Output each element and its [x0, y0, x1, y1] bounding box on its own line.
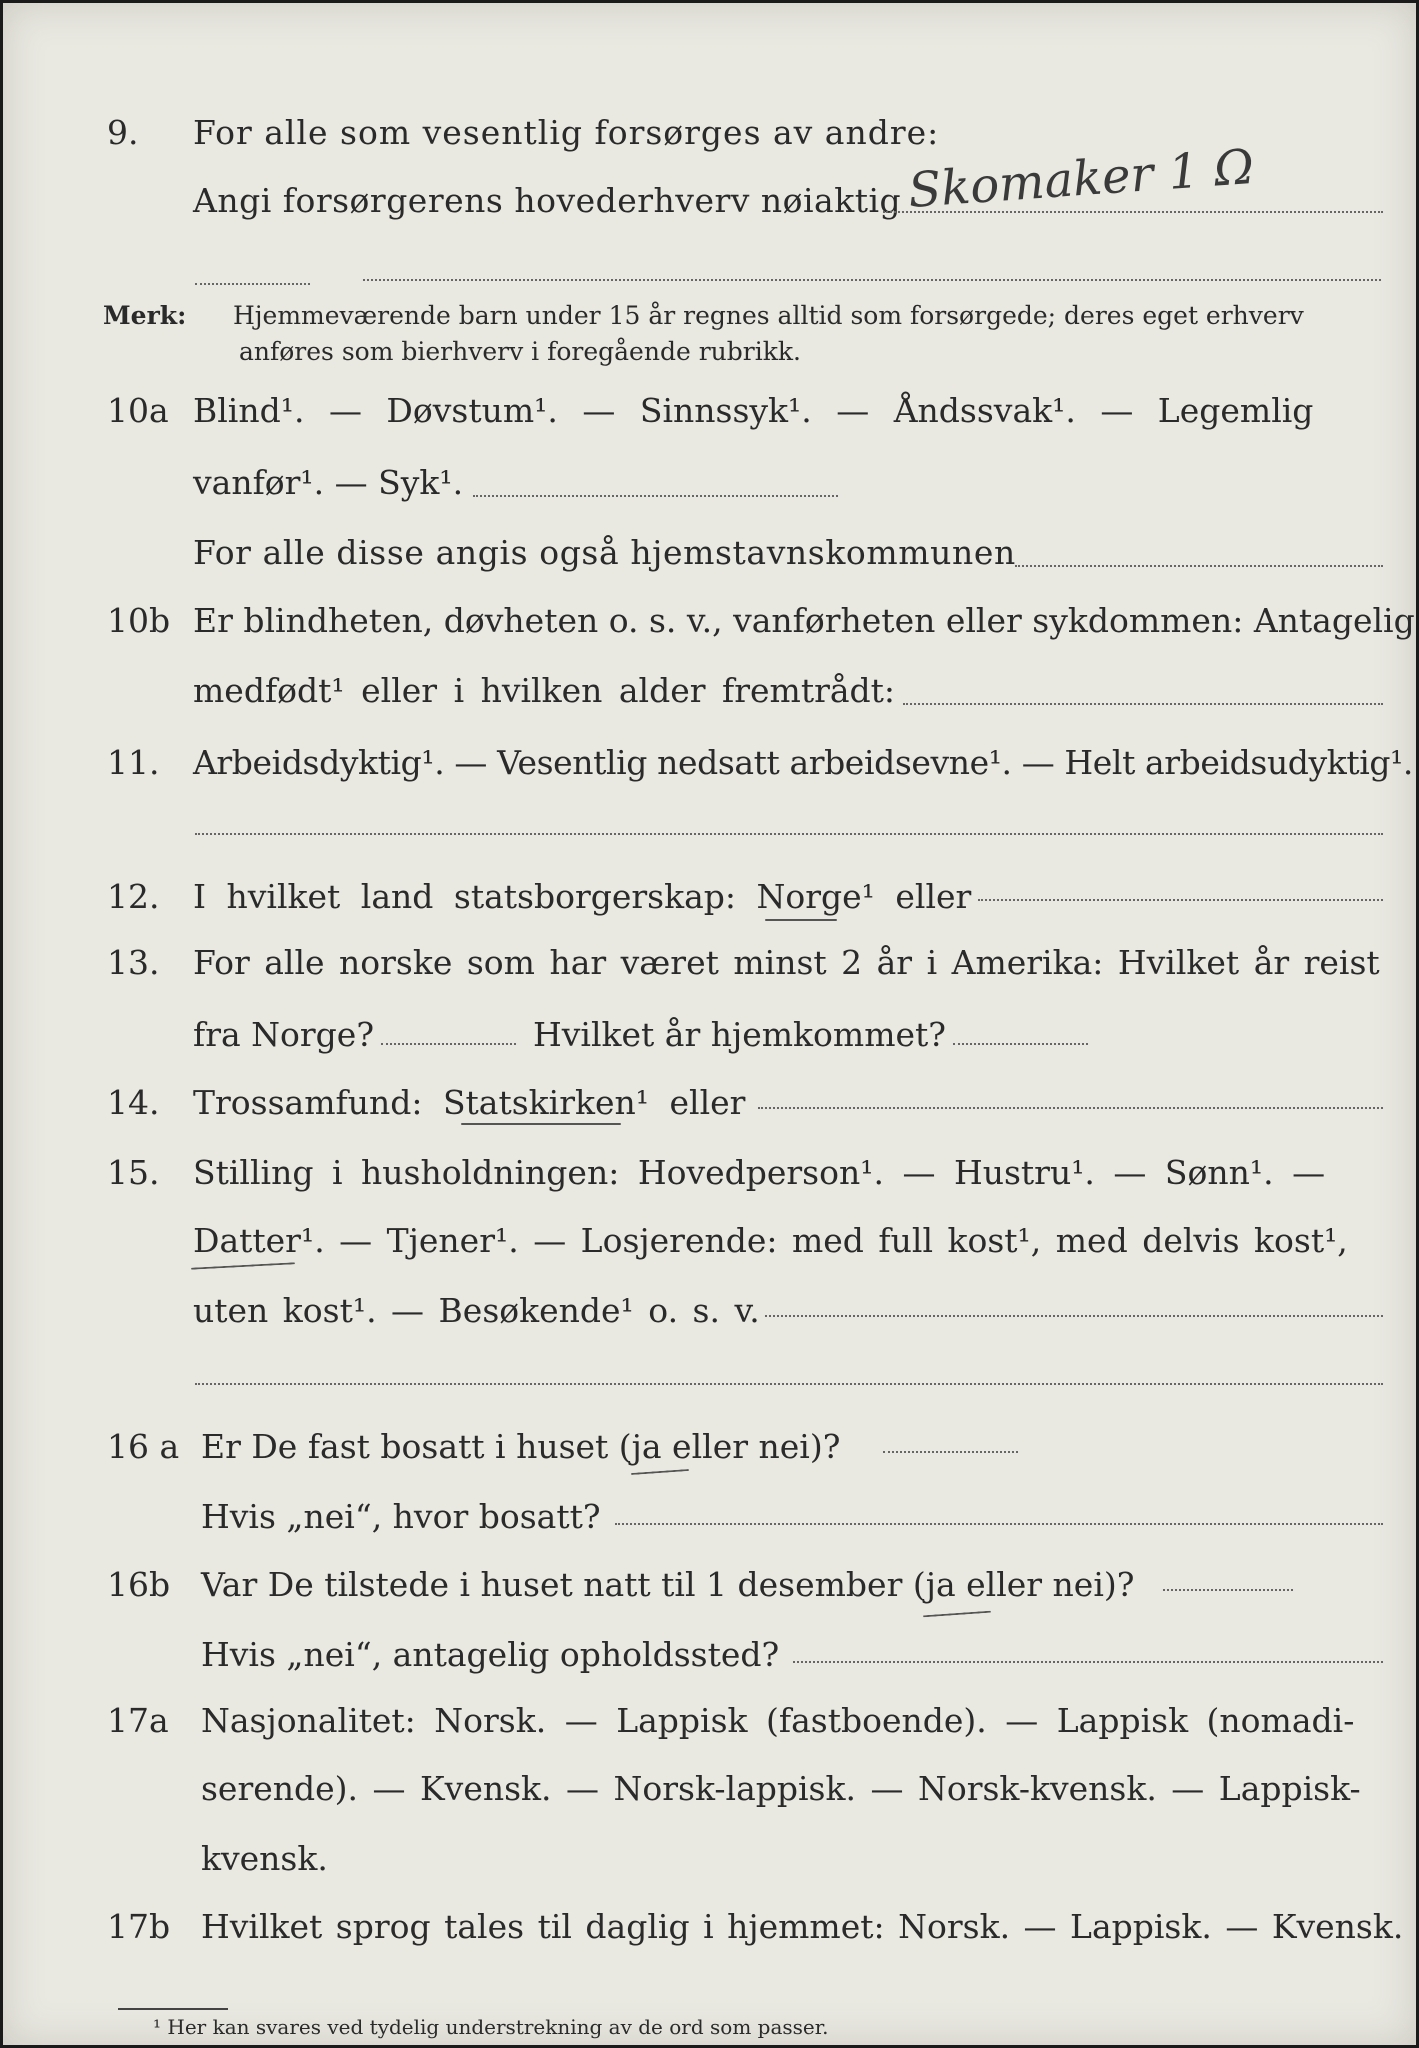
q9-number: 9. — [107, 113, 139, 152]
q16b-line-2: Hvis „nei“, antagelig opholdssted? — [201, 1635, 780, 1674]
q13-line-2b: Hvilket år hjemkommet? — [533, 1015, 946, 1054]
q10a-line-2: vanfør¹. — Syk¹. — [193, 463, 464, 502]
q9-handwritten-answer: Skomaker 1 Ω — [906, 138, 1256, 220]
q17a-line-2: serende). — Kvensk. — Norsk-lappisk. — Norsk-kvensk. — Lappisk- — [201, 1769, 1361, 1808]
census-form-page — [3, 3, 1416, 2045]
footnote-text: ¹ Her kan svares ved tydelig understrekning av de ord som passer. — [153, 2015, 829, 2039]
q17a-number: 17a — [107, 1701, 169, 1740]
q10a-number: 10a — [107, 391, 169, 430]
q12-underline-norge — [765, 919, 837, 921]
q15-underline-datter — [191, 1262, 295, 1269]
q10b-line-1: Er blindheten, døvheten o. s. v., vanførheten eller sykdommen: Antagelig — [193, 601, 1415, 640]
q13-answer-line-1 — [381, 1043, 516, 1045]
q14-underline-statskirken — [461, 1123, 621, 1125]
q17a-line-3: kvensk. — [201, 1839, 328, 1878]
q16b-number: 16b — [107, 1565, 171, 1604]
q17b-line-1: Hvilket sprog tales til daglig i hjemmet: Norsk. — Lappisk. — Kvensk. — [201, 1907, 1404, 1946]
q14-answer-line — [758, 1107, 1383, 1109]
merk-line-2: anføres som bierhverv i foregående rubrikk. — [239, 337, 801, 366]
q9-extra-line-a — [195, 283, 310, 285]
q14-line-1: Trossamfund: Statskirken¹ eller — [193, 1083, 746, 1122]
q16a-answer-mark — [631, 1469, 689, 1475]
merk-label: Merk: — [103, 301, 187, 330]
q9-extra-line-b — [363, 279, 1381, 281]
q10a-answer-line-2 — [1015, 565, 1383, 567]
q16b-answer-mark — [923, 1611, 991, 1618]
q17a-line-1: Nasjonalitet: Norsk. — Lappisk (fastboende). — Lappisk (nomadi- — [201, 1701, 1355, 1740]
q10a-answer-line-1 — [473, 495, 838, 497]
q15-answer-line-2 — [195, 1383, 1383, 1385]
q14-number: 14. — [107, 1083, 160, 1122]
q13-line-2a: fra Norge? — [193, 1015, 375, 1054]
q9-line-2: Angi forsørgerens hovederhverv nøiaktig — [193, 181, 902, 220]
q17b-number: 17b — [107, 1907, 171, 1946]
q9-line-1: For alle som vesentlig forsørges av andre: — [193, 113, 940, 152]
q15-line-1: Stilling i husholdningen: Hovedperson¹. — Hustru¹. — Sønn¹. — — [193, 1153, 1326, 1192]
q10b-number: 10b — [107, 601, 171, 640]
merk-line-1: Hjemmeværende barn under 15 år regnes alltid som forsørgede; deres eget erhverv — [233, 301, 1304, 330]
q12-number: 12. — [107, 877, 160, 916]
q16a-answer-line-1 — [883, 1451, 1018, 1453]
q16a-number: 16 a — [107, 1427, 180, 1466]
q13-answer-line-2 — [953, 1043, 1088, 1045]
q11-number: 11. — [107, 743, 160, 782]
q16a-line-2: Hvis „nei“, hvor bosatt? — [201, 1497, 601, 1536]
q10b-line-2: medfødt¹ eller i hvilken alder fremtrådt: — [193, 671, 896, 710]
q11-answer-line — [195, 833, 1383, 835]
q16b-answer-line-2 — [793, 1661, 1383, 1663]
q10a-line-1: Blind¹. — Døvstum¹. — Sinnssyk¹. — Åndssvak¹. — Legemlig — [193, 391, 1314, 430]
q16a-line-1: Er De fast bosatt i huset (ja eller nei)? — [201, 1427, 841, 1466]
q12-line-1: I hvilket land statsborgerskap: Norge¹ eller — [193, 877, 972, 916]
q11-line-1: Arbeidsdyktig¹. — Vesentlig nedsatt arbeidsevne¹. — Helt arbeidsudyktig¹. — [193, 743, 1414, 782]
q16b-answer-line-1 — [1163, 1589, 1293, 1591]
q13-line-1: For alle norske som har været minst 2 år i Amerika: Hvilket år reist — [193, 943, 1380, 982]
q16b-line-1: Var De tilstede i huset natt til 1 desember (ja eller nei)? — [201, 1565, 1135, 1604]
q16a-answer-line-2 — [615, 1523, 1383, 1525]
q15-answer-line-1 — [765, 1315, 1383, 1317]
q15-number: 15. — [107, 1153, 160, 1192]
q12-answer-line — [978, 899, 1383, 901]
q13-number: 13. — [107, 943, 160, 982]
q10b-answer-line — [903, 703, 1383, 705]
q15-line-3: uten kost¹. — Besøkende¹ o. s. v. — [193, 1291, 760, 1330]
q15-line-2: Datter¹. — Tjener¹. — Losjerende: med full kost¹, med delvis kost¹, — [193, 1221, 1348, 1260]
q10a-line-3: For alle disse angis også hjemstavnskommunen — [193, 533, 1016, 572]
footnote-rule — [118, 2008, 228, 2010]
